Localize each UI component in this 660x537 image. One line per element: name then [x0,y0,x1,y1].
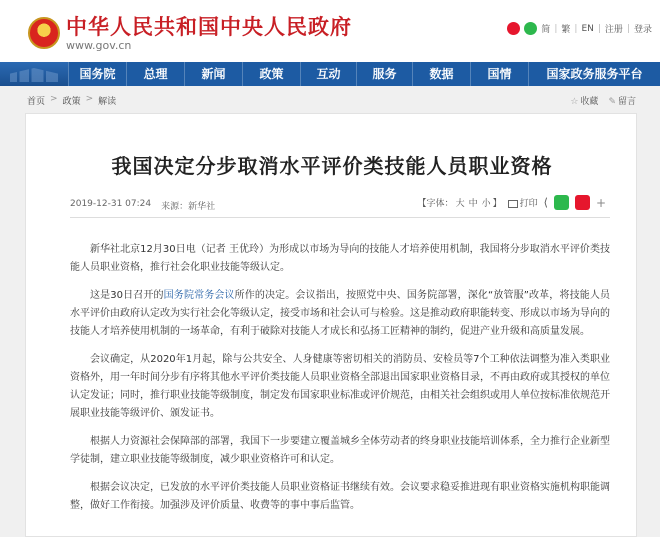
favorite-button[interactable] [570,94,598,107]
wechat-share-icon[interactable] [554,195,569,210]
nav-item-service-platform[interactable]: 国家政务服务平台 [528,62,660,86]
share-icon[interactable]: ⟨ [543,196,548,209]
paragraph-text: 所作的决定。会议指出，按照党中央、国务院部署，深化“放管服”改革，将技能人员水平评价由政府认定改为实行社会化等级认定，接受市场和社会认可与检验。这是推动政府职能转变、形成以市场为导向的技能人才培养使用机制的一场革命，有利于破除对技能人才成长和弘扬工匠精神的制约，促进产业升级和高质量发展。 [70,290,610,337]
weibo-share-icon[interactable] [575,195,590,210]
nav-item-data[interactable]: 数据 [412,62,470,86]
paragraph: 会议确定，从2020年1月起，除与公共安全、人身健康等密切相关的消防员、安检员等7个工种依法调整为准入类职业资格外，用一年时间分步有序将其他水平评价类技能人员职业资格全部退出国家职业资格目录，不再由政府或其授权的单位认定发证；同时，推行职业技能等级制度，制定发布国家职业标准或评价规范，由相关社会组织或用人单位按标准依规范开展职业技能等级评价、颁发证书。 [70,354,610,419]
comment-label: 留言 [617,97,636,107]
main-nav [0,62,660,86]
breadcrumb-interpretation[interactable]: 解读 [98,97,117,107]
font-size-medium-button[interactable]: 中 [468,199,478,209]
nav-item-state-council[interactable]: 国务院 [68,62,126,86]
print-button[interactable] [508,196,538,209]
separator: | [554,23,558,34]
link-traditional[interactable]: 繁 [561,25,571,35]
nav-item-interaction[interactable]: 互动 [300,62,356,86]
font-label: 【字体： [417,199,454,209]
link-simplified[interactable]: 简 [541,25,551,35]
paragraph: 根据会议决定，已发放的水平评价类技能人员职业资格证书继续有效。会议要求稳妥推进现有职业资格实施机构职能调整，做好工作衔接。加强涉及评价质量、收费等的事中事后监管。 [70,482,610,511]
site-title[interactable]: 中华人民共和国中央人民政府 [66,15,352,39]
article-body [70,241,610,525]
font-label-close: 】 [492,199,502,209]
paragraph [70,287,610,341]
favorite-label: 收藏 [580,97,599,107]
source-label: 来源： [161,202,189,212]
paragraph: 新华社北京12月30日电（记者 王优玲）为形成以市场为导向的技能人才培养使用机制，我国将分步取消水平评价类技能人员职业资格，推行社会化职业技能等级认定。 [70,244,610,273]
top-links [507,22,652,35]
separator: | [597,23,601,34]
separator: | [574,23,578,34]
link-register[interactable]: 注册 [604,25,623,35]
article-card [25,113,637,537]
breadcrumb-home[interactable]: 首页 [27,97,46,107]
breadcrumb [27,94,116,107]
article-actions [418,195,606,210]
site-header [0,0,660,62]
nav-item-policy[interactable]: 政策 [242,62,300,86]
comment-button[interactable] [608,94,636,107]
nav-item-premier[interactable]: 总理 [126,62,184,86]
comment-icon: ✎ [608,97,616,107]
nav-items [68,62,660,86]
link-english[interactable]: EN [581,23,594,34]
chevron-right-icon: > [85,94,94,104]
print-label: 打印 [519,199,538,209]
wechat-icon[interactable] [524,22,537,35]
separator: | [626,23,630,34]
paragraph-text: 这是30日召开的 [90,290,164,301]
tiananmen-skyline-icon [0,62,68,86]
print-icon [508,200,518,208]
nav-item-national-conditions[interactable]: 国情 [470,62,528,86]
state-council-meeting-link[interactable]: 国务院常务会议 [163,290,235,301]
site-url: www.gov.cn [66,39,132,52]
publish-date: 2019-12-31 07:24 [70,199,152,209]
paragraph: 根据人力资源社会保障部的部署，我国下一步要建立覆盖城乡全体劳动者的终身职业技能培训体系，全力推行企业新型学徒制，建立职业技能等级制度，减少职业资格许可和认定。 [70,436,610,465]
breadcrumb-policy[interactable]: 政策 [62,97,81,107]
font-size-control [418,196,502,209]
font-size-large-button[interactable]: 大 [455,199,465,209]
link-login[interactable]: 登录 [633,25,652,35]
nav-item-services[interactable]: 服务 [356,62,412,86]
page-tools [570,94,636,107]
article-title: 我国决定分步取消水平评价类技能人员职业资格 [111,154,553,178]
star-icon: ☆ [570,97,579,107]
chevron-right-icon: > [50,94,58,104]
national-emblem-icon[interactable] [28,17,60,49]
font-size-small-button[interactable]: 小 [481,199,491,209]
source [161,199,215,212]
weibo-icon[interactable] [507,22,520,35]
more-share-icon[interactable]: + [595,195,606,210]
article-meta [70,199,215,212]
source-name: 新华社 [188,202,216,212]
nav-item-news[interactable]: 新闻 [184,62,242,86]
divider [70,217,610,218]
